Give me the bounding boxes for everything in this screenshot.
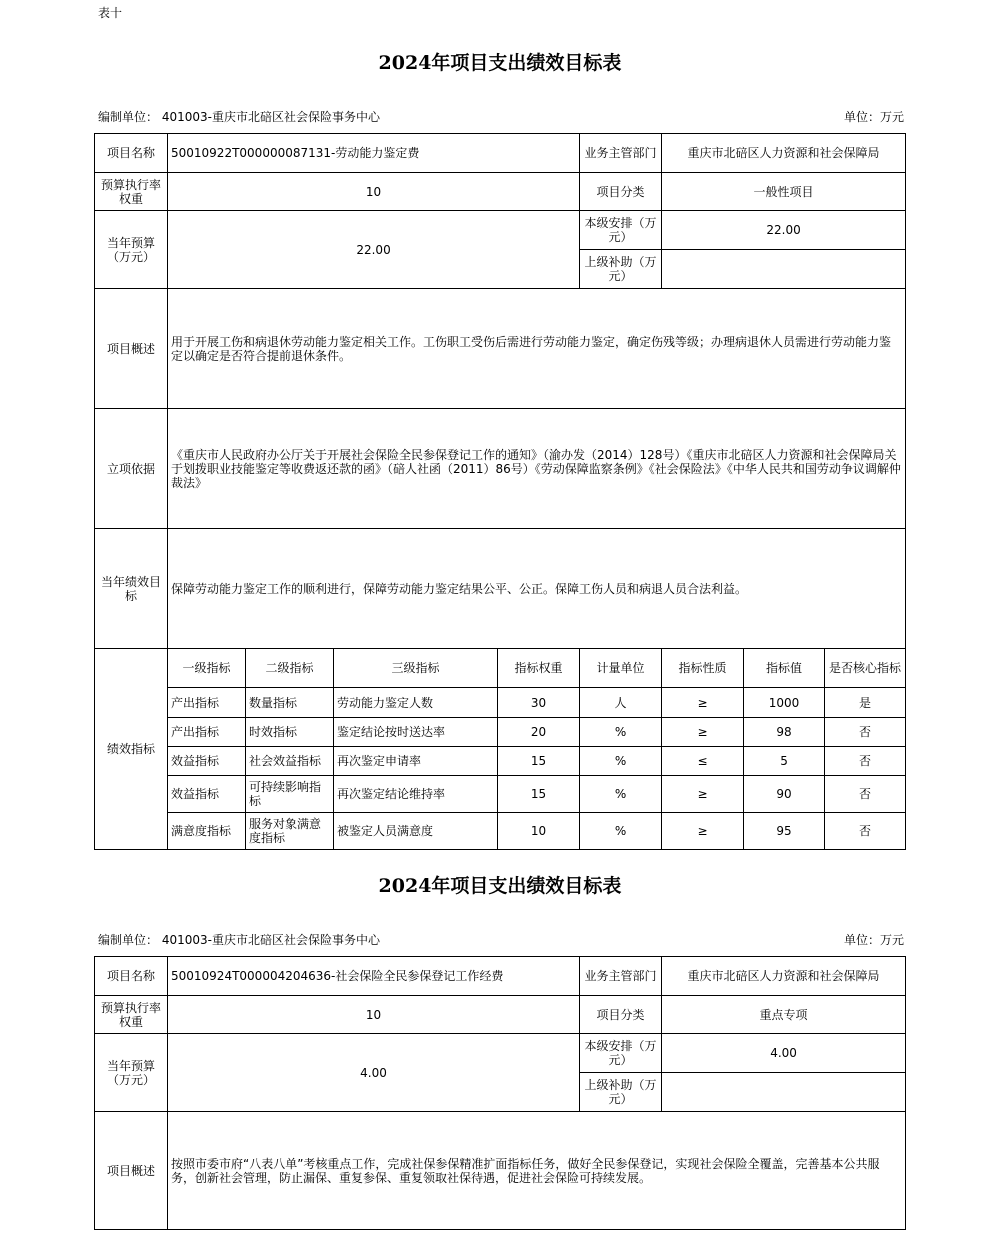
level1-cell: 满意度指标 xyxy=(168,813,246,850)
header-weight: 指标权重 xyxy=(498,649,580,688)
weight-value: 10 xyxy=(168,173,580,211)
indicators-label: 绩效指标 xyxy=(95,649,168,850)
project-name-label: 项目名称 xyxy=(95,134,168,173)
unit-cell: % xyxy=(580,718,662,747)
overview-label: 项目概述 xyxy=(95,1112,168,1230)
weight-cell: 10 xyxy=(498,813,580,850)
dept-label: 业务主管部门 xyxy=(580,134,662,173)
prepared-by-label: 编制单位： xyxy=(98,110,159,124)
performance-table xyxy=(94,133,906,850)
basis-label: 立项依据 xyxy=(95,409,168,529)
project-name: 50010924T000004204636-社会保险全民参保登记工作经费 xyxy=(168,957,580,996)
table-meta xyxy=(98,931,904,948)
budget-value: 4.00 xyxy=(168,1034,580,1112)
level2-cell: 服务对象满意度指标 xyxy=(246,813,334,850)
local-value: 22.00 xyxy=(662,211,906,250)
header-level3: 三级指标 xyxy=(334,649,498,688)
level1-cell: 效益指标 xyxy=(168,776,246,813)
category-label: 项目分类 xyxy=(580,996,662,1034)
project-name: 50010922T000000087131-劳动能力鉴定费 xyxy=(168,134,580,173)
budget-label: 当年预算（万元） xyxy=(95,1034,168,1112)
overview-text: 按照市委市府“八表八单”考核重点工作，完成社保参保精准扩面指标任务，做好全民参保登记，实现社会保险全覆盖，完善基本公共服务，创新社会管理，防止漏保、重复参保、重复领取社保待遇，促进社会保险可持续发展。 xyxy=(168,1112,906,1230)
weight-label: 预算执行率权重 xyxy=(95,173,168,211)
overview-text: 用于开展工伤和病退休劳动能力鉴定相关工作。工伤职工受伤后需进行劳动能力鉴定，确定伤残等级；办理病退休人员需进行劳动能力鉴定以确定是否符合提前退休条件。 xyxy=(168,289,906,409)
category-value: 一般性项目 xyxy=(662,173,906,211)
level3-cell: 再次鉴定申请率 xyxy=(334,747,498,776)
value-cell: 5 xyxy=(744,747,825,776)
prepared-by: 401003-重庆市北碚区社会保险事务中心 xyxy=(161,110,380,124)
prepared-by: 401003-重庆市北碚区社会保险事务中心 xyxy=(161,933,380,947)
weight-cell: 15 xyxy=(498,747,580,776)
dept: 重庆市北碚区人力资源和社会保障局 xyxy=(662,957,906,996)
table-row xyxy=(95,688,906,718)
goal-text: 保障劳动能力鉴定工作的顺利进行，保障劳动能力鉴定结果公平、公正。保障工伤人员和病退人员合法利益。 xyxy=(168,529,906,649)
level2-cell: 数量指标 xyxy=(246,688,334,718)
unit-cell: 人 xyxy=(580,688,662,718)
value-cell: 95 xyxy=(744,813,825,850)
dept: 重庆市北碚区人力资源和社会保障局 xyxy=(662,134,906,173)
category-value: 重点专项 xyxy=(662,996,906,1034)
level3-cell: 被鉴定人员满意度 xyxy=(334,813,498,850)
local-value: 4.00 xyxy=(662,1034,906,1073)
dept-label: 业务主管部门 xyxy=(580,957,662,996)
nature-cell: ≥ xyxy=(662,718,744,747)
header-core: 是否核心指标 xyxy=(825,649,906,688)
table-meta xyxy=(98,108,904,125)
upper-value xyxy=(662,250,906,289)
goal-label: 当年绩效目标 xyxy=(95,529,168,649)
value-cell: 1000 xyxy=(744,688,825,718)
page-title: 2024年项目支出绩效目标表 xyxy=(378,52,622,74)
local-label: 本级安排（万元） xyxy=(580,1034,662,1073)
indicator-header-row xyxy=(95,649,906,688)
level2-cell: 社会效益指标 xyxy=(246,747,334,776)
unit-cell: % xyxy=(580,747,662,776)
level3-cell: 再次鉴定结论维持率 xyxy=(334,776,498,813)
basis-text: 《重庆市人民政府办公厅关于开展社会保险全民参保登记工作的通知》（渝办发（2014）128号）《重庆市北碚区人力资源和社会保障局关于划拨职业技能鉴定等收费返还款的函》（碚人社函（2011）86号）《劳动保障监察条例》《社会保险法》《中华人民共和国劳动争议调解仲裁法》 xyxy=(168,409,906,529)
core-cell: 否 xyxy=(825,776,906,813)
upper-label: 上级补助（万元） xyxy=(580,250,662,289)
header-nature: 指标性质 xyxy=(662,649,744,688)
weight-cell: 15 xyxy=(498,776,580,813)
weight-value: 10 xyxy=(168,996,580,1034)
upper-value xyxy=(662,1073,906,1112)
core-cell: 否 xyxy=(825,813,906,850)
core-cell: 否 xyxy=(825,718,906,747)
table-row xyxy=(95,776,906,813)
level1-cell: 产出指标 xyxy=(168,688,246,718)
weight-cell: 20 xyxy=(498,718,580,747)
table-number-label: 表十 xyxy=(98,6,123,20)
table-row xyxy=(95,747,906,776)
value-cell: 98 xyxy=(744,718,825,747)
local-label: 本级安排（万元） xyxy=(580,211,662,250)
overview-label: 项目概述 xyxy=(95,289,168,409)
page-title: 2024年项目支出绩效目标表 xyxy=(378,875,622,897)
nature-cell: ≥ xyxy=(662,688,744,718)
budget-label: 当年预算（万元） xyxy=(95,211,168,289)
unit-cell: % xyxy=(580,813,662,850)
nature-cell: ≤ xyxy=(662,747,744,776)
budget-value: 22.00 xyxy=(168,211,580,289)
unit-label: 单位：万元 xyxy=(843,933,904,947)
unit-cell: % xyxy=(580,776,662,813)
header-level1: 一级指标 xyxy=(168,649,246,688)
level2-cell: 时效指标 xyxy=(246,718,334,747)
performance-table xyxy=(94,956,906,1230)
category-label: 项目分类 xyxy=(580,173,662,211)
unit-label: 单位：万元 xyxy=(843,110,904,124)
nature-cell: ≥ xyxy=(662,813,744,850)
level1-cell: 产出指标 xyxy=(168,718,246,747)
table-row xyxy=(95,718,906,747)
table-row xyxy=(95,813,906,850)
header-unit: 计量单位 xyxy=(580,649,662,688)
prepared-by-label: 编制单位： xyxy=(98,933,159,947)
core-cell: 否 xyxy=(825,747,906,776)
header-value: 指标值 xyxy=(744,649,825,688)
header-level2: 二级指标 xyxy=(246,649,334,688)
upper-label: 上级补助（万元） xyxy=(580,1073,662,1112)
weight-cell: 30 xyxy=(498,688,580,718)
value-cell: 90 xyxy=(744,776,825,813)
weight-label: 预算执行率权重 xyxy=(95,996,168,1034)
core-cell: 是 xyxy=(825,688,906,718)
nature-cell: ≥ xyxy=(662,776,744,813)
level2-cell: 可持续影响指标 xyxy=(246,776,334,813)
level1-cell: 效益指标 xyxy=(168,747,246,776)
level3-cell: 劳动能力鉴定人数 xyxy=(334,688,498,718)
project-name-label: 项目名称 xyxy=(95,957,168,996)
level3-cell: 鉴定结论按时送达率 xyxy=(334,718,498,747)
